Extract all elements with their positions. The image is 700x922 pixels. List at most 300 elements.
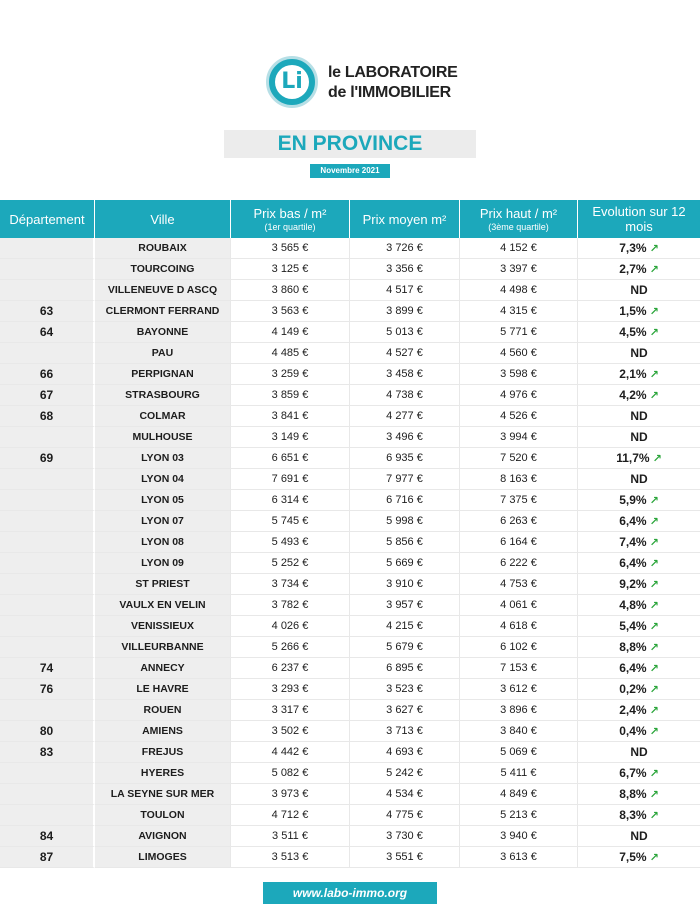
cell-evolution-value: 7,4% <box>619 535 647 549</box>
cell-prix-moyen <box>350 595 460 616</box>
cell-prix-bas-value: 3 782 € <box>271 599 309 611</box>
cell-prix-moyen-value: 5 013 € <box>386 326 423 338</box>
cell-evolution <box>578 532 700 553</box>
trend-up-arrow-icon: ↗ <box>649 306 659 318</box>
trend-up-arrow-icon: ↗ <box>649 579 659 591</box>
cell-ville <box>95 301 231 322</box>
cell-departement <box>0 259 95 280</box>
cell-prix-haut <box>460 553 578 574</box>
cell-evolution <box>578 469 700 490</box>
trend-up-arrow-icon: ↗ <box>649 264 659 276</box>
cell-prix-haut <box>460 385 578 406</box>
cell-prix-moyen-value: 4 517 € <box>386 284 423 296</box>
cell-prix-bas <box>231 700 350 721</box>
cell-prix-moyen <box>350 385 460 406</box>
cell-prix-bas-value: 3 317 € <box>271 704 309 716</box>
cell-evolution <box>578 805 700 826</box>
cell-ville <box>95 406 231 427</box>
cell-prix-bas-value: 3 859 € <box>271 389 309 401</box>
cell-prix-bas-value: 4 712 € <box>271 809 309 821</box>
cell-ville-value: TOULON <box>140 809 185 821</box>
cell-evolution <box>578 364 700 385</box>
cell-prix-bas <box>231 637 350 658</box>
cell-prix-moyen-value: 4 277 € <box>386 410 423 422</box>
cell-prix-moyen <box>350 679 460 700</box>
cell-evolution <box>578 826 700 847</box>
cell-departement <box>0 322 95 343</box>
table-row <box>0 679 700 700</box>
cell-prix-moyen-value: 3 496 € <box>386 431 423 443</box>
cell-prix-haut-value: 3 612 € <box>500 683 537 695</box>
cell-prix-bas <box>231 574 350 595</box>
cell-departement <box>0 301 95 322</box>
cell-departement <box>0 532 95 553</box>
cell-ville-value: LA SEYNE SUR MER <box>110 788 215 800</box>
cell-ville <box>95 259 231 280</box>
cell-prix-bas-value: 5 082 € <box>271 767 309 779</box>
cell-ville-value: LYON 03 <box>141 452 184 464</box>
cell-prix-moyen <box>350 301 460 322</box>
cell-evolution-value: 2,4% <box>619 703 647 717</box>
cell-prix-haut-value: 4 061 € <box>500 599 537 611</box>
cell-evolution <box>578 616 700 637</box>
cell-prix-haut <box>460 721 578 742</box>
cell-ville <box>95 322 231 343</box>
cell-departement <box>0 280 95 301</box>
cell-departement-value: 83 <box>39 745 54 759</box>
cell-prix-haut-value: 4 315 € <box>500 305 537 317</box>
cell-prix-moyen <box>350 721 460 742</box>
cell-ville-value: VAULX EN VELIN <box>119 599 206 611</box>
cell-prix-haut-value: 6 164 € <box>500 536 537 548</box>
cell-prix-moyen-value: 4 693 € <box>386 746 423 758</box>
table-row <box>0 427 700 448</box>
cell-prix-moyen <box>350 826 460 847</box>
cell-departement-value: 87 <box>39 850 54 864</box>
cell-evolution-value: ND <box>630 409 648 423</box>
cell-evolution <box>578 427 700 448</box>
cell-prix-bas-value: 7 691 € <box>271 473 309 485</box>
cell-prix-moyen-value: 6 935 € <box>386 452 423 464</box>
cell-prix-haut <box>460 679 578 700</box>
cell-prix-haut <box>460 259 578 280</box>
trend-up-arrow-icon: ↗ <box>649 684 659 696</box>
cell-evolution-value: 6,7% <box>619 766 647 780</box>
table-row <box>0 805 700 826</box>
cell-ville <box>95 553 231 574</box>
header-prix-bas-sub: (1er quartile) <box>264 222 316 232</box>
cell-prix-bas-value: 3 841 € <box>271 410 309 422</box>
cell-departement <box>0 574 95 595</box>
table-row <box>0 784 700 805</box>
cell-prix-moyen <box>350 280 460 301</box>
cell-ville <box>95 763 231 784</box>
cell-departement <box>0 658 95 679</box>
cell-evolution <box>578 280 700 301</box>
cell-departement <box>0 847 95 868</box>
cell-departement <box>0 763 95 784</box>
cell-prix-bas <box>231 847 350 868</box>
cell-prix-haut-value: 4 560 € <box>500 347 537 359</box>
cell-prix-bas-value: 3 860 € <box>271 284 309 296</box>
cell-prix-haut-value: 6 102 € <box>500 641 537 653</box>
table-row <box>0 469 700 490</box>
cell-prix-moyen-value: 6 895 € <box>386 662 423 674</box>
cell-prix-bas <box>231 805 350 826</box>
cell-evolution <box>578 322 700 343</box>
cell-evolution-value: ND <box>630 283 648 297</box>
cell-departement <box>0 616 95 637</box>
cell-ville <box>95 784 231 805</box>
cell-ville-value: VENISSIEUX <box>130 620 195 632</box>
cell-prix-haut-value: 3 397 € <box>500 263 537 275</box>
table-row <box>0 343 700 364</box>
cell-evolution-value: 6,4% <box>619 661 647 675</box>
cell-ville <box>95 595 231 616</box>
table-row <box>0 238 700 259</box>
trend-up-arrow-icon: ↗ <box>649 663 659 675</box>
cell-prix-haut <box>460 301 578 322</box>
cell-prix-bas-value: 6 651 € <box>271 452 309 464</box>
header-prix-moyen: Prix moyen m² <box>350 200 460 238</box>
table-row <box>0 658 700 679</box>
cell-prix-moyen-value: 3 523 € <box>386 683 423 695</box>
cell-prix-moyen-value: 3 910 € <box>386 578 423 590</box>
cell-prix-moyen <box>350 448 460 469</box>
cell-evolution-value: 2,7% <box>619 262 647 276</box>
cell-prix-bas-value: 4 442 € <box>271 746 309 758</box>
cell-prix-bas <box>231 406 350 427</box>
cell-prix-moyen-value: 7 977 € <box>386 473 423 485</box>
cell-departement <box>0 490 95 511</box>
cell-prix-moyen <box>350 322 460 343</box>
cell-prix-moyen <box>350 763 460 784</box>
cell-prix-bas-value: 4 485 € <box>271 347 309 359</box>
table-row <box>0 721 700 742</box>
cell-prix-moyen-value: 5 679 € <box>386 641 423 653</box>
cell-prix-haut-value: 3 994 € <box>500 431 537 443</box>
cell-prix-haut-value: 4 618 € <box>500 620 537 632</box>
cell-departement <box>0 448 95 469</box>
cell-prix-bas <box>231 763 350 784</box>
cell-prix-bas <box>231 322 350 343</box>
cell-prix-moyen <box>350 574 460 595</box>
cell-prix-moyen-value: 3 551 € <box>386 851 423 863</box>
table-row <box>0 490 700 511</box>
cell-ville-value: VILLENEUVE D ASCQ <box>107 284 218 296</box>
cell-prix-bas <box>231 658 350 679</box>
cell-prix-haut-value: 7 153 € <box>500 662 537 674</box>
cell-departement <box>0 238 95 259</box>
cell-prix-bas <box>231 343 350 364</box>
logo-mark-text: Li <box>275 65 309 99</box>
cell-prix-moyen-value: 4 738 € <box>386 389 423 401</box>
cell-prix-bas-value: 6 237 € <box>271 662 309 674</box>
table-body <box>0 238 700 868</box>
cell-evolution <box>578 784 700 805</box>
cell-departement-value: 69 <box>39 451 54 465</box>
cell-ville <box>95 616 231 637</box>
cell-prix-bas <box>231 742 350 763</box>
cell-ville-value: HYERES <box>140 767 185 779</box>
cell-evolution-value: ND <box>630 430 648 444</box>
cell-prix-haut <box>460 448 578 469</box>
cell-prix-haut <box>460 574 578 595</box>
cell-evolution-value: 9,2% <box>619 577 647 591</box>
table-row <box>0 511 700 532</box>
cell-prix-bas-value: 3 973 € <box>271 788 309 800</box>
cell-evolution <box>578 301 700 322</box>
cell-ville-value: BAYONNE <box>136 326 189 338</box>
cell-ville-value: AMIENS <box>142 725 183 737</box>
cell-evolution <box>578 700 700 721</box>
cell-prix-haut-value: 4 526 € <box>500 410 537 422</box>
cell-departement <box>0 385 95 406</box>
cell-ville-value: ANNECY <box>140 662 185 674</box>
cell-prix-bas <box>231 784 350 805</box>
cell-prix-bas-value: 3 125 € <box>271 263 309 275</box>
cell-prix-bas-value: 5 745 € <box>271 515 309 527</box>
cell-ville <box>95 385 231 406</box>
cell-evolution <box>578 742 700 763</box>
cell-prix-haut-value: 3 840 € <box>500 725 537 737</box>
cell-evolution <box>578 679 700 700</box>
cell-ville-value: LE HAVRE <box>136 683 189 695</box>
cell-prix-moyen-value: 4 215 € <box>386 620 423 632</box>
cell-ville-value: CLERMONT FERRAND <box>105 305 220 317</box>
trend-up-arrow-icon: ↗ <box>649 705 659 717</box>
cell-ville-value: ST PRIEST <box>135 578 190 590</box>
cell-ville <box>95 700 231 721</box>
table-row <box>0 826 700 847</box>
trend-up-arrow-icon: ↗ <box>649 327 659 339</box>
cell-ville <box>95 721 231 742</box>
cell-ville-value: COLMAR <box>139 410 186 422</box>
cell-prix-haut <box>460 847 578 868</box>
cell-departement <box>0 343 95 364</box>
cell-prix-haut-value: 4 849 € <box>500 788 537 800</box>
cell-prix-moyen-value: 4 534 € <box>386 788 423 800</box>
cell-departement <box>0 553 95 574</box>
cell-prix-bas <box>231 511 350 532</box>
cell-ville <box>95 469 231 490</box>
cell-departement <box>0 805 95 826</box>
cell-prix-moyen <box>350 238 460 259</box>
cell-evolution-value: 8,8% <box>619 787 647 801</box>
cell-evolution-value: 0,4% <box>619 724 647 738</box>
cell-prix-haut <box>460 280 578 301</box>
cell-evolution-value: 4,2% <box>619 388 647 402</box>
trend-up-arrow-icon: ↗ <box>649 537 659 549</box>
table-row <box>0 742 700 763</box>
cell-prix-haut-value: 5 411 € <box>500 767 537 779</box>
cell-prix-haut <box>460 763 578 784</box>
cell-ville-value: LYON 04 <box>141 473 184 485</box>
trend-up-arrow-icon: ↗ <box>649 810 659 822</box>
cell-ville <box>95 805 231 826</box>
header-evolution: Evolution sur 12 mois <box>578 200 700 238</box>
cell-ville-value: PERPIGNAN <box>131 368 194 380</box>
header-prix-haut-sub: (3ème quartile) <box>488 222 549 232</box>
cell-evolution <box>578 385 700 406</box>
cell-prix-haut-value: 4 753 € <box>500 578 537 590</box>
cell-prix-bas <box>231 259 350 280</box>
cell-prix-haut <box>460 595 578 616</box>
cell-prix-haut-value: 5 771 € <box>500 326 537 338</box>
cell-prix-moyen <box>350 700 460 721</box>
cell-evolution-value: 2,1% <box>619 367 647 381</box>
table-row <box>0 301 700 322</box>
cell-prix-bas <box>231 679 350 700</box>
table-row <box>0 532 700 553</box>
cell-prix-bas-value: 4 026 € <box>271 620 309 632</box>
cell-evolution-value: 8,8% <box>619 640 647 654</box>
cell-ville-value: MULHOUSE <box>132 431 193 443</box>
cell-prix-bas <box>231 364 350 385</box>
cell-ville-value: LIMOGES <box>138 851 187 863</box>
table-row <box>0 847 700 868</box>
cell-prix-haut <box>460 364 578 385</box>
cell-prix-bas-value: 3 259 € <box>271 368 309 380</box>
trend-up-arrow-icon: ↗ <box>649 621 659 633</box>
cell-prix-moyen <box>350 259 460 280</box>
cell-evolution <box>578 721 700 742</box>
cell-prix-moyen <box>350 742 460 763</box>
cell-prix-bas <box>231 616 350 637</box>
page-title: EN PROVINCE <box>224 130 476 158</box>
cell-departement <box>0 364 95 385</box>
table-row <box>0 553 700 574</box>
cell-evolution <box>578 343 700 364</box>
trend-up-arrow-icon: ↗ <box>652 453 662 465</box>
table-header-row <box>0 200 700 238</box>
cell-prix-bas <box>231 280 350 301</box>
cell-prix-haut-value: 7 375 € <box>500 494 537 506</box>
trend-up-arrow-icon: ↗ <box>649 243 659 255</box>
cell-prix-haut <box>460 826 578 847</box>
cell-ville-value: LYON 08 <box>141 536 184 548</box>
cell-prix-moyen <box>350 406 460 427</box>
cell-prix-moyen <box>350 637 460 658</box>
cell-prix-haut <box>460 322 578 343</box>
cell-ville-value: ROUBAIX <box>138 242 187 254</box>
cell-prix-haut-value: 6 263 € <box>500 515 537 527</box>
cell-departement-value: 84 <box>39 829 54 843</box>
cell-departement <box>0 784 95 805</box>
cell-prix-bas-value: 3 502 € <box>271 725 309 737</box>
cell-evolution <box>578 763 700 784</box>
cell-prix-moyen-value: 3 730 € <box>386 830 423 842</box>
cell-prix-haut-value: 4 976 € <box>500 389 537 401</box>
cell-departement-value: 74 <box>39 661 54 675</box>
cell-prix-moyen <box>350 532 460 553</box>
cell-prix-moyen-value: 5 242 € <box>386 767 423 779</box>
price-table <box>0 200 700 868</box>
cell-ville <box>95 280 231 301</box>
cell-ville-value: TOURCOING <box>130 263 195 275</box>
cell-departement-value: 68 <box>39 409 54 423</box>
cell-evolution-value: 7,3% <box>619 241 647 255</box>
cell-prix-haut <box>460 784 578 805</box>
cell-prix-moyen <box>350 364 460 385</box>
cell-prix-moyen <box>350 490 460 511</box>
date-badge: Novembre 2021 <box>310 164 390 178</box>
cell-evolution <box>578 637 700 658</box>
header-prix-bas: Prix bas / m² (1er quartile) <box>231 200 350 238</box>
table-row <box>0 322 700 343</box>
cell-ville <box>95 448 231 469</box>
cell-departement-value: 64 <box>39 325 54 339</box>
cell-prix-moyen-value: 3 713 € <box>386 725 423 737</box>
cell-evolution-value: 6,4% <box>619 514 647 528</box>
cell-departement <box>0 427 95 448</box>
cell-prix-moyen-value: 3 726 € <box>386 242 423 254</box>
cell-prix-moyen <box>350 343 460 364</box>
table-row <box>0 574 700 595</box>
table-row <box>0 280 700 301</box>
cell-evolution-value: 0,2% <box>619 682 647 696</box>
trend-up-arrow-icon: ↗ <box>649 516 659 528</box>
cell-prix-haut-value: 8 163 € <box>500 473 537 485</box>
cell-prix-bas-value: 3 563 € <box>271 305 309 317</box>
cell-departement <box>0 637 95 658</box>
cell-departement-value: 80 <box>39 724 54 738</box>
cell-departement <box>0 406 95 427</box>
cell-prix-moyen-value: 3 356 € <box>386 263 423 275</box>
trend-up-arrow-icon: ↗ <box>649 768 659 780</box>
table-row <box>0 763 700 784</box>
cell-prix-moyen-value: 3 899 € <box>386 305 423 317</box>
cell-ville-value: FREJUS <box>141 746 184 758</box>
cell-ville-value: AVIGNON <box>138 830 187 842</box>
cell-evolution <box>578 406 700 427</box>
cell-prix-haut-value: 5 213 € <box>500 809 537 821</box>
cell-prix-haut <box>460 427 578 448</box>
cell-ville-value: LYON 07 <box>141 515 184 527</box>
cell-ville-value: LYON 09 <box>141 557 184 569</box>
cell-evolution-value: 7,5% <box>619 850 647 864</box>
cell-prix-haut <box>460 343 578 364</box>
table-row <box>0 385 700 406</box>
cell-evolution <box>578 448 700 469</box>
cell-prix-moyen <box>350 784 460 805</box>
cell-prix-bas <box>231 301 350 322</box>
trend-up-arrow-icon: ↗ <box>649 852 659 864</box>
cell-departement <box>0 826 95 847</box>
header-departement: Département <box>0 200 95 238</box>
table-row <box>0 700 700 721</box>
cell-ville-value: STRASBOURG <box>125 389 200 401</box>
trend-up-arrow-icon: ↗ <box>649 789 659 801</box>
table-row <box>0 595 700 616</box>
cell-prix-haut <box>460 406 578 427</box>
trend-up-arrow-icon: ↗ <box>649 726 659 738</box>
cell-evolution-value: 4,5% <box>619 325 647 339</box>
cell-prix-haut <box>460 742 578 763</box>
cell-evolution-value: 4,8% <box>619 598 647 612</box>
cell-prix-bas-value: 3 149 € <box>271 431 309 443</box>
logo-line-1: le LABORATOIRE <box>328 64 458 81</box>
footer-url[interactable]: www.labo-immo.org <box>263 882 437 904</box>
cell-prix-haut-value: 7 520 € <box>500 452 537 464</box>
cell-ville-value: PAU <box>151 347 174 359</box>
trend-up-arrow-icon: ↗ <box>649 495 659 507</box>
cell-evolution-value: 6,4% <box>619 556 647 570</box>
cell-prix-bas-value: 5 493 € <box>271 536 309 548</box>
cell-prix-bas-value: 3 293 € <box>271 683 309 695</box>
cell-departement-value: 66 <box>39 367 54 381</box>
table-row <box>0 259 700 280</box>
